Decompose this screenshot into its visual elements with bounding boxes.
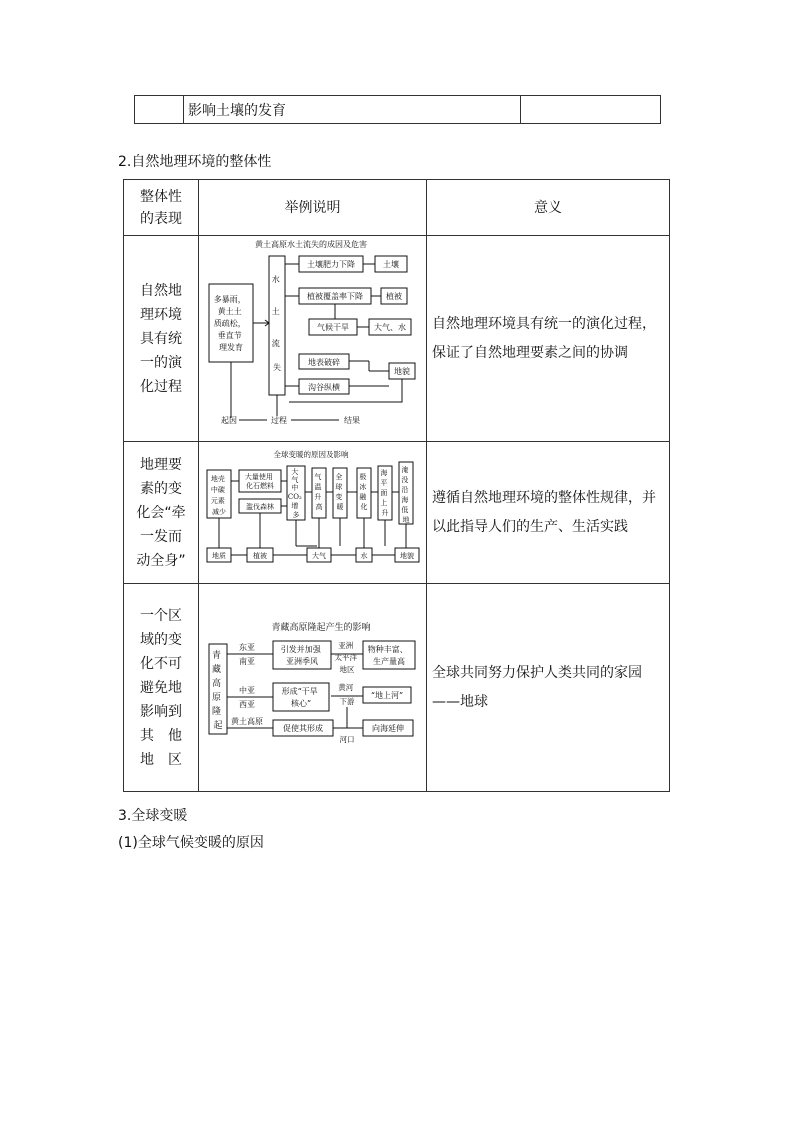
text-line: 冰	[359, 483, 367, 491]
text-line: CO₂	[287, 493, 302, 501]
global-warming-diagram	[199, 442, 426, 579]
meaning-line: ——地球	[432, 693, 488, 710]
text-line: 藏	[212, 665, 222, 675]
top-table	[134, 95, 661, 124]
text-line: 生产量高	[373, 657, 405, 666]
text-vegetation: 植被	[386, 292, 402, 301]
tibetan-plateau-diagram	[199, 584, 426, 787]
section-3-subtitle: (1)全球气候变暖的原因	[118, 835, 264, 851]
text-geology: 地质	[212, 552, 226, 560]
text-line: 气	[314, 473, 322, 481]
row-meaning-evolution	[427, 236, 670, 442]
erosion-char: 土	[271, 307, 280, 316]
text-above-ground-river: “地上河”	[370, 691, 404, 700]
text-gullies: 沟谷纵横	[308, 383, 340, 392]
text-sea-level	[380, 468, 389, 517]
row-label-line: 化不可	[140, 655, 182, 672]
text-line: 淹	[401, 466, 409, 474]
text-line: 变	[335, 493, 343, 501]
text-line: 升	[381, 509, 389, 517]
section-3-title: 3.全球变暖	[118, 808, 188, 824]
text-line: 低	[401, 506, 409, 514]
text-line: 下游	[339, 697, 355, 706]
row-label-line: 影响到	[140, 703, 182, 720]
header-meaning: 意义	[427, 180, 670, 236]
text-line: 高	[315, 503, 323, 511]
meaning-line: 全球共同努力保护人类共同的家园	[432, 664, 642, 681]
top-table-content-cell	[184, 96, 521, 124]
cause-line: 理发育	[219, 343, 243, 352]
text-central-asia: 中亚	[239, 686, 255, 695]
text-promote-formation: 促使其形成	[283, 724, 323, 733]
text-line: 暖	[336, 503, 344, 511]
text-line: 隆	[212, 707, 222, 717]
row-label-line: 素的变	[140, 480, 182, 497]
text-line: 地区	[339, 665, 355, 674]
text-line: 升	[314, 493, 322, 501]
text-line: 原	[212, 693, 222, 703]
table-row	[124, 584, 670, 792]
section-2-title: 2.自然地理环境的整体性	[118, 154, 272, 170]
top-table-content: 影响土壤的发育	[188, 102, 286, 119]
text-loess-plateau: 黄土高原	[231, 717, 263, 726]
row-label-line: 地理要	[140, 456, 182, 473]
text-estuary: 河口	[339, 735, 355, 744]
text-line: 平	[380, 479, 388, 487]
text-drought: 气候干旱	[317, 323, 349, 332]
row-label-line: 理环境	[140, 306, 182, 323]
text-line: 面	[380, 489, 388, 497]
header-example: 举例说明	[199, 180, 427, 236]
text-line: 化	[360, 503, 368, 511]
text-deforestation: 滥伐森林	[246, 503, 274, 511]
row-label-line: 动全身”	[136, 552, 186, 569]
text-line: 球	[335, 483, 343, 491]
row-label-line: 地 区	[140, 751, 182, 768]
cause-line: 垂直节	[217, 331, 242, 340]
cause-line: 黄土土	[217, 307, 242, 316]
text-line: 黄河	[338, 683, 354, 692]
row-label-line: 一个区	[140, 607, 182, 624]
text-line: 减少	[212, 508, 226, 516]
text-water: 水	[360, 552, 368, 560]
header-expression	[124, 180, 199, 236]
text-line: 多	[292, 511, 300, 519]
text-line: 引发并加强	[280, 645, 321, 654]
text-landform: 地貌	[400, 552, 414, 560]
row-label-chain-reaction	[124, 442, 199, 584]
text-line: 起	[213, 721, 223, 731]
text-line: 中	[291, 484, 299, 492]
diagram-cell-tibetan-plateau	[199, 584, 427, 792]
row-label-line: 化会“牵	[136, 504, 186, 521]
text-asia-pacific	[335, 640, 360, 674]
text-line: 地	[402, 516, 410, 524]
table-row	[124, 442, 670, 584]
meaning-line: 以此指导人们的生产、生活实践	[432, 518, 628, 535]
row-meaning-chain-reaction	[427, 442, 670, 584]
text-line: 高	[212, 679, 222, 689]
diagram-cell-soil-erosion	[199, 236, 427, 442]
foot-result: 结果	[344, 416, 360, 425]
diagram-title: 全球变暖的原因及影响	[273, 450, 349, 459]
text-line: 海	[401, 496, 409, 504]
text-line: 没	[401, 476, 409, 484]
text-line: 融	[359, 493, 367, 501]
text-line: 增	[291, 502, 299, 510]
text-line: 温	[314, 483, 322, 491]
diagram-title: 黄土高原水土流失的成因及危害	[255, 240, 367, 249]
erosion-char: 流	[271, 339, 280, 348]
text-soil-fertility: 土壤肥力下降	[307, 260, 355, 269]
text-atmosphere: 大气	[312, 552, 326, 560]
text-extend-to-sea: 向海延伸	[372, 724, 404, 733]
text-line: 地壳	[210, 475, 225, 483]
text-line: 青	[212, 651, 222, 661]
text-line: 大量使用	[244, 473, 273, 481]
meaning-line: 自然地理环境具有统一的演化过程，	[432, 315, 656, 332]
text-line: 核心”	[290, 699, 312, 708]
row-label-evolution	[124, 236, 199, 442]
text-landform: 地貌	[394, 367, 410, 376]
diagram-title: 青藏高原隆起产生的影响	[271, 623, 371, 633]
erosion-char: 失	[273, 363, 281, 372]
text-line: 海	[380, 469, 388, 477]
text-line: 太平洋	[334, 653, 358, 662]
text-line: 物种丰富、	[367, 645, 408, 654]
text-line: 化石燃料	[246, 482, 274, 490]
text-line: 亚洲	[338, 641, 354, 650]
text-surface-broken: 地表破碎	[308, 358, 340, 367]
row-label-line: 一发而	[140, 528, 182, 545]
text-line: 大	[291, 468, 299, 476]
table-row	[124, 236, 670, 442]
header-expression-line: 整体性	[140, 188, 182, 205]
row-label-line: 化过程	[140, 378, 182, 395]
text-line: 极	[359, 473, 367, 481]
meaning-line: 保证了自然地理要素之间的协调	[432, 344, 628, 361]
row-label-line: 具有统	[140, 330, 182, 347]
text-line: 形成“干旱	[281, 687, 318, 696]
text-yellow-river-lower	[338, 682, 355, 706]
text-line: 全	[335, 473, 343, 481]
soil-erosion-diagram	[199, 236, 426, 437]
text-vegetation-cover: 植被覆盖率下降	[307, 292, 363, 301]
text-line: 中碳	[210, 486, 225, 494]
row-label-line: 其 他	[140, 727, 182, 744]
row-label-line: 避免地	[140, 679, 182, 696]
text-east-asia: 东亚	[239, 643, 255, 652]
cause-line: 多暴雨，	[213, 295, 246, 304]
text-line: 亚洲季风	[286, 657, 318, 666]
integrity-table	[123, 179, 670, 792]
text-south-asia: 南亚	[239, 657, 255, 666]
text-line: 上	[380, 499, 388, 507]
foot-process: 过程	[271, 416, 287, 425]
row-label-line: 自然地	[140, 282, 182, 299]
row-meaning-regional-impact	[427, 584, 670, 792]
erosion-char: 水	[271, 275, 280, 284]
row-label-line: 域的变	[140, 631, 182, 648]
header-expression-line: 的表现	[140, 210, 182, 227]
top-table-empty-cell	[135, 96, 184, 124]
text-air-water: 大气、水	[374, 323, 406, 332]
top-table-empty-cell-right	[521, 96, 661, 124]
cause-line: 质疏松，	[213, 319, 246, 328]
row-label-regional-impact	[124, 584, 199, 792]
meaning-line: 遵循自然地理环境的整体性规律，并	[432, 489, 656, 506]
row-label-line: 一的演	[140, 354, 182, 371]
text-soil: 土壤	[383, 260, 399, 269]
table-header-row	[124, 180, 670, 236]
text-line: 元素	[210, 497, 225, 505]
foot-cause: 起因	[221, 416, 237, 425]
text-line: 沿	[401, 486, 409, 494]
text-vegetation: 植被	[253, 552, 267, 560]
text-line: 气	[291, 476, 299, 484]
text-west-asia: 西亚	[239, 700, 255, 709]
diagram-cell-global-warming	[199, 442, 427, 584]
